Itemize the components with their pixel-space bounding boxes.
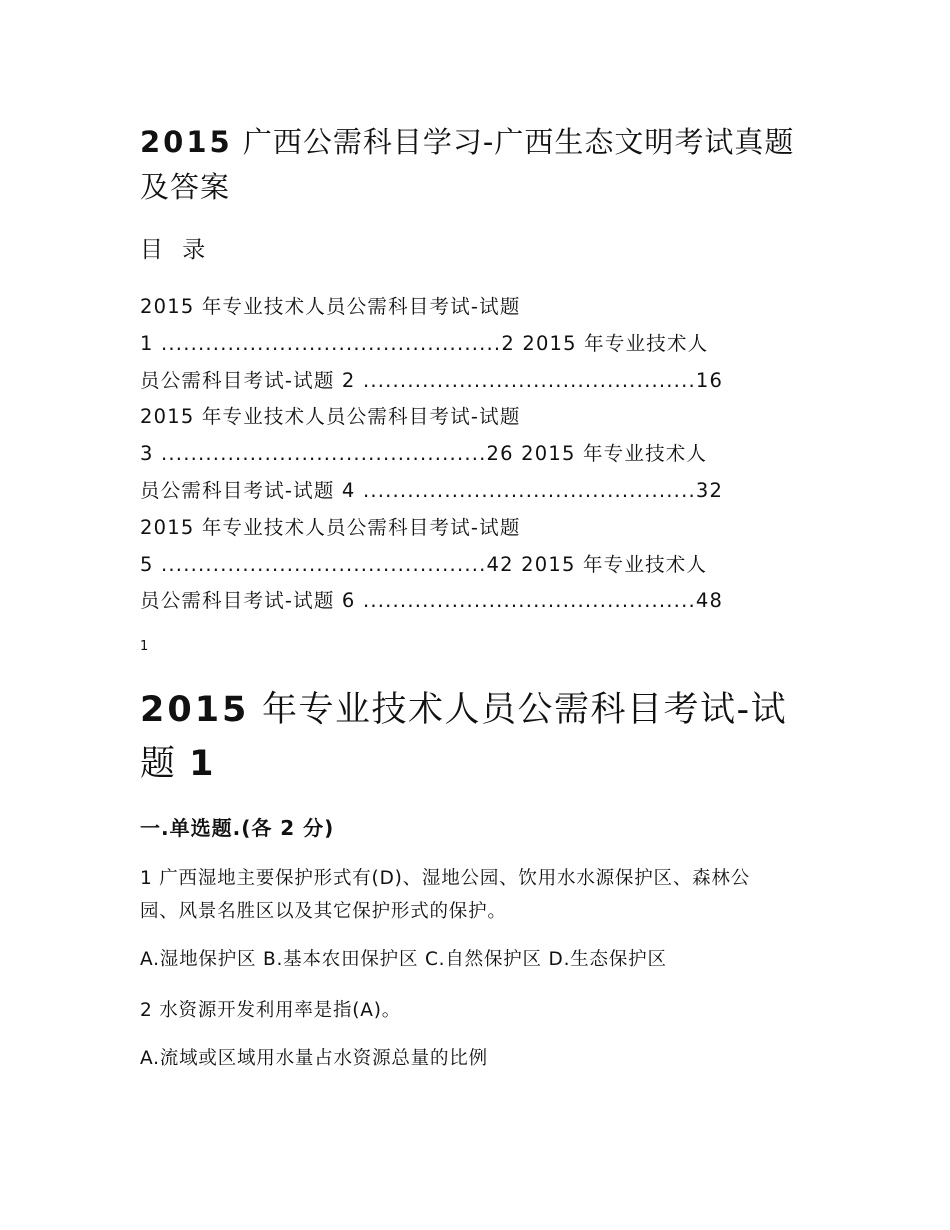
toc-line[interactable]: 1 ..............................................2 2015 年专业技术人 (140, 331, 709, 355)
document-title-line-1 (140, 120, 815, 165)
toc-line[interactable]: 员公需科目考试-试题 6 .............................................48 (140, 589, 724, 613)
document-title (140, 120, 815, 210)
toc-line[interactable]: 2015 年专业技术人员公需科目考试-试题 (140, 405, 521, 429)
toc-line[interactable]: 5 ............................................42 2015 年专业技术人 (140, 552, 708, 576)
section-title (140, 683, 815, 791)
section-title-year: 2015 (140, 690, 250, 730)
question-1-line-2: 园、风景名胜区以及其它保护形式的保护。 (140, 901, 507, 922)
subsection-heading: 一.单选题.(各 2 分) (140, 816, 335, 840)
page-number: 1 (140, 639, 149, 654)
toc-line[interactable]: 3 ............................................26 2015 年专业技术人 (140, 442, 708, 466)
toc-line[interactable]: 员公需科目考试-试题 2 .............................................16 (140, 368, 724, 392)
section-title-text-2: 题 (140, 744, 190, 784)
section-title-line-1 (140, 683, 815, 737)
question-2-option-a: A.流域或区域用水量占水资源总量的比例 (140, 1048, 488, 1069)
question-1-options: A.湿地保护区 B.基本农田保护区 C.自然保护区 D.生态保护区 (140, 949, 667, 970)
section-title-line-2 (140, 737, 815, 791)
toc-heading: 目 录 (140, 237, 212, 263)
question-1-line-1: 1 广西湿地主要保护形式有(D)、湿地公园、饮用水水源保护区、森林公 (140, 868, 751, 889)
section-title-text: 年专业技术人员公需科目考试-试 (249, 690, 788, 730)
section-title-number: 1 (189, 744, 217, 784)
toc-line[interactable]: 2015 年专业技术人员公需科目考试-试题 (140, 515, 521, 539)
toc-line[interactable]: 员公需科目考试-试题 4 .............................................32 (140, 478, 724, 502)
table-of-contents (140, 289, 815, 620)
document-title-year: 2015 (140, 125, 233, 159)
document-title-text: 广西公需科目学习-广西生态文明考试真题 (232, 125, 795, 159)
toc-line[interactable]: 2015 年专业技术人员公需科目考试-试题 (140, 295, 521, 318)
document-title-line-2: 及答案 (140, 170, 231, 204)
question-2: 2 水资源开发利用率是指(A)。 (140, 1000, 402, 1021)
